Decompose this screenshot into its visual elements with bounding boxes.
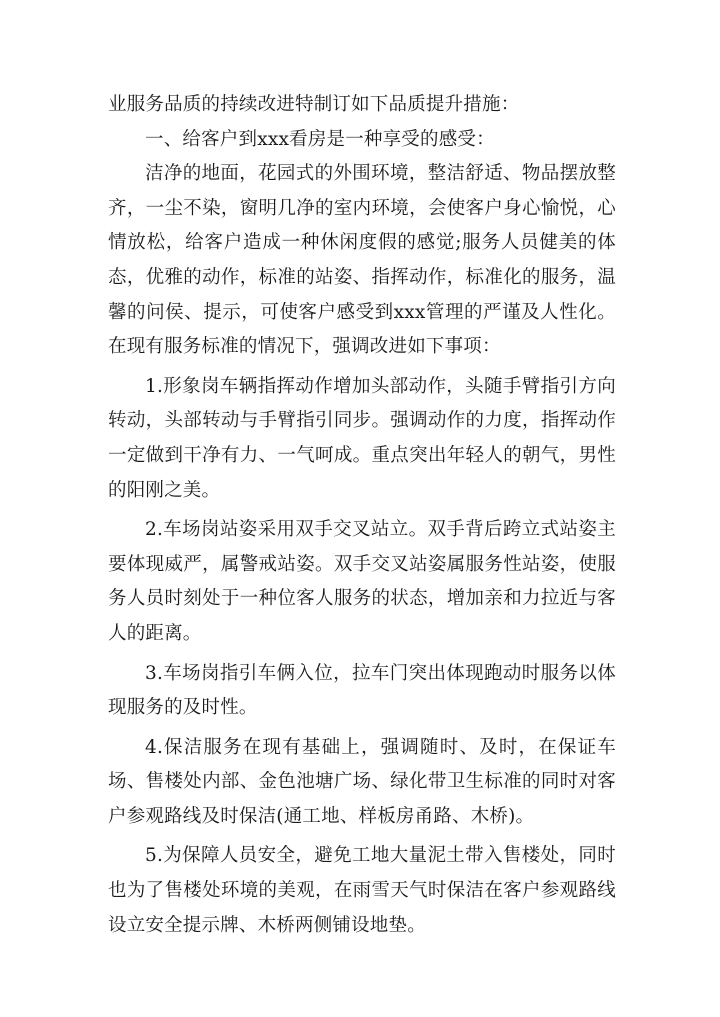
document-body — [108, 88, 616, 943]
list-item-4: 4.保洁服务在现有基础上，强调随时、及时，在保证车场、售楼处内部、金色池塘广场、绿化带卫生标准的同时对客户参观路线及时保洁(通工地、样板房甬路、木桥)。 — [108, 736, 616, 827]
list-item-2: 2.车场岗站姿采用双手交叉站立。双手背后跨立式站姿主要体现威严，属警戒站姿。双手交叉站姿属服务性站姿，使服务人员时刻处于一种位客人服务的状态，增加亲和力拉近与客人的距离。 — [108, 519, 616, 644]
section-heading-1: 一、给客户到xxx看房是一种享受的感受： — [145, 128, 495, 150]
paragraph-intro-continuation: 业服务品质的持续改进特制订如下品质提升措施： — [108, 94, 520, 115]
list-item-1: 1.形象岗车辆指挥动作增加头部动作，头随手臂指引方向转动，头部转动与手臂指引同步。强调动作的力度，指挥动作一定做到干净有力、一气呵成。重点突出年轻人的朝气，男性的阳刚之美。 — [108, 375, 616, 501]
list-item-3: 3.车场岗指引车俩入位，拉车门突出体现跑动时服务以体现服务的及时性。 — [108, 662, 616, 719]
list-item-5: 5.为保障人员安全，避免工地大量泥土带入售楼处，同时也为了售楼处环境的美观，在雨雪天气时保洁在客户参观路线设立安全提示牌、木桥两侧铺设地垫。 — [108, 845, 616, 936]
paragraph-environment: 洁净的地面，花园式的外围环境，整洁舒适、物品摆放整齐，一尘不染，窗明几净的室内环境，会使客户身心愉悦，心情放松，给客户造成一种休闲度假的感觉;服务人员健美的体态，优雅的动作，标准的站姿、指挥动作，标准化的服务，温馨的问侯、提示，可使客户感受到xxx管理的严谨及人性化。在现有服务标准的情况下，强调改进如下事项： — [108, 163, 616, 358]
